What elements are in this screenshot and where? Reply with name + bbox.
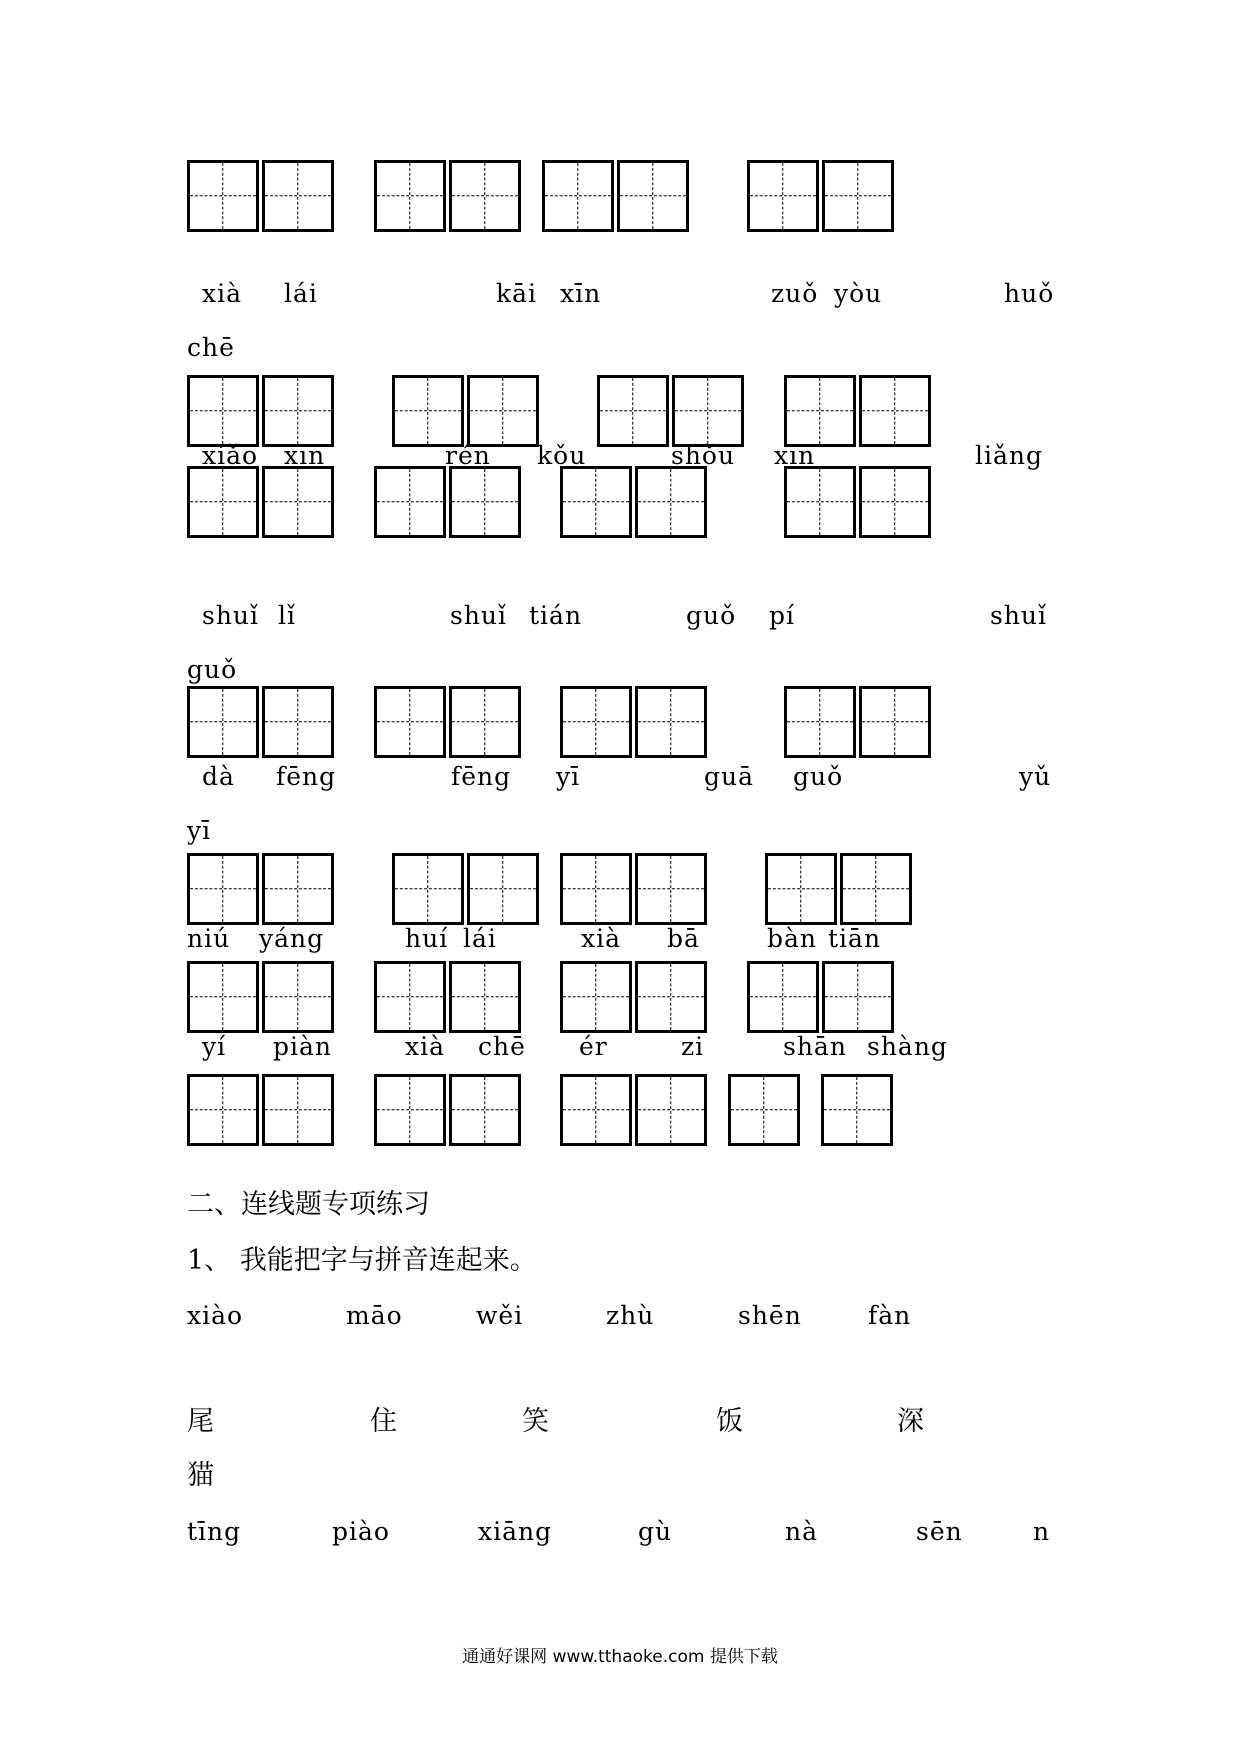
section-heading: 二、连线题专项练习 [187,1189,430,1220]
tianzige-cell[interactable] [859,686,931,758]
writing-box-pair[interactable] [187,1074,337,1146]
pinyin-option[interactable]: xiāng [478,1517,553,1546]
hanzi-option[interactable]: 饭 [716,1406,743,1437]
pinyin-label: xīn [284,441,326,470]
writing-grid-row [0,853,1240,925]
pinyin-label: chē [187,333,235,362]
pinyin-label: lái [284,279,318,308]
tianzige-cell[interactable] [672,375,744,447]
writing-box-pair[interactable] [747,961,897,1033]
pinyin-label: guǒ [686,601,737,630]
pinyin-label: yòu [834,279,883,308]
tianzige-cell[interactable] [467,853,539,925]
pinyin-label: chē [478,1032,526,1061]
writing-box-pair[interactable] [392,375,542,447]
tianzige-cell[interactable] [784,686,856,758]
pinyin-label: tiān [828,924,882,953]
tianzige-cell[interactable] [859,466,931,538]
writing-box-pair[interactable] [374,686,524,758]
writing-box-pair[interactable] [374,961,524,1033]
pinyin-label: fēng [451,762,512,791]
pinyin-label: shàng [867,1032,948,1061]
tianzige-cell[interactable] [747,160,819,232]
hanzi-option[interactable]: 笑 [522,1406,549,1437]
tianzige-cell[interactable] [784,466,856,538]
tianzige-cell[interactable] [449,1074,521,1146]
tianzige-cell[interactable] [821,1074,893,1146]
pinyin-option[interactable]: xiào [187,1301,244,1330]
pinyin-label: yáng [259,924,325,953]
tianzige-cell[interactable] [728,1074,800,1146]
pinyin-label: bàn [767,924,818,953]
tianzige-cell[interactable] [560,1074,632,1146]
pinyin-label: guā [704,762,755,791]
writing-box-single[interactable] [821,1074,896,1146]
pinyin-option[interactable]: piào [332,1517,390,1546]
writing-box-pair[interactable] [747,160,897,232]
tianzige-cell[interactable] [635,466,707,538]
pinyin-label: yí [202,1032,227,1061]
tianzige-cell[interactable] [262,961,334,1033]
pinyin-option[interactable]: māo [346,1301,403,1330]
writing-box-pair[interactable] [765,853,915,925]
writing-box-pair[interactable] [784,375,934,447]
pinyin-option[interactable]: nà [785,1517,819,1546]
tianzige-cell[interactable] [747,961,819,1033]
pinyin-label: zuǒ [771,279,819,308]
tianzige-cell[interactable] [467,375,539,447]
pinyin-label: guǒ [793,762,844,791]
pinyin-label: kǒu [537,441,587,470]
pinyin-label: xīn [560,279,602,308]
pinyin-option[interactable]: wěi [476,1301,524,1330]
writing-grid-row [0,1074,1240,1146]
writing-box-pair[interactable] [560,961,710,1033]
tianzige-cell[interactable] [765,853,837,925]
tianzige-cell[interactable] [635,853,707,925]
footer-credit: 通通好课网 www.tthaoke.com 提供下载 [462,1647,778,1667]
tianzige-cell[interactable] [635,1074,707,1146]
tianzige-cell[interactable] [374,961,446,1033]
pinyin-label: xià [405,1032,445,1061]
pinyin-option[interactable]: n [1033,1517,1051,1546]
tianzige-cell[interactable] [262,686,334,758]
writing-grid-row [0,686,1240,758]
tianzige-cell[interactable] [187,961,259,1033]
tianzige-cell[interactable] [187,853,259,925]
pinyin-label: shuǐ [202,601,260,630]
writing-box-pair[interactable] [374,466,524,538]
question-title: 1、 我能把字与拼音连起来。 [187,1245,537,1276]
pinyin-label: shān [783,1032,847,1061]
tianzige-cell[interactable] [560,466,632,538]
pinyin-label: huǒ [1004,279,1055,308]
pinyin-label: shǒu [671,441,736,470]
writing-box-pair[interactable] [560,853,710,925]
tianzige-cell[interactable] [262,160,334,232]
pinyin-label: guǒ [187,655,238,684]
tianzige-cell[interactable] [635,686,707,758]
tianzige-cell[interactable] [374,160,446,232]
writing-box-pair[interactable] [187,160,337,232]
tianzige-cell[interactable] [859,375,931,447]
pinyin-option[interactable]: gù [638,1517,673,1546]
writing-box-pair[interactable] [542,160,692,232]
pinyin-label: fēng [276,762,337,791]
tianzige-cell[interactable] [187,466,259,538]
tianzige-cell[interactable] [449,961,521,1033]
pinyin-label: liǎng [975,441,1044,470]
tianzige-cell[interactable] [840,853,912,925]
tianzige-cell[interactable] [635,961,707,1033]
tianzige-cell[interactable] [374,686,446,758]
tianzige-cell[interactable] [262,1074,334,1146]
pinyin-label: yī [556,762,581,791]
tianzige-cell[interactable] [449,160,521,232]
writing-box-pair[interactable] [187,961,337,1033]
writing-box-pair[interactable] [187,686,337,758]
writing-box-pair[interactable] [374,1074,524,1146]
pinyin-label: lǐ [278,601,296,630]
writing-grid-row [0,160,1240,232]
pinyin-option[interactable]: zhù [606,1301,655,1330]
writing-box-pair[interactable] [597,375,747,447]
tianzige-cell[interactable] [187,686,259,758]
tianzige-cell[interactable] [187,1074,259,1146]
writing-grid-row [0,466,1240,538]
tianzige-cell[interactable] [542,160,614,232]
tianzige-cell[interactable] [822,160,894,232]
hanzi-option[interactable]: 深 [897,1406,924,1437]
pinyin-label: yī [187,816,212,845]
tianzige-cell[interactable] [392,853,464,925]
tianzige-cell[interactable] [560,961,632,1033]
tianzige-cell[interactable] [617,160,689,232]
pinyin-label: xià [202,279,242,308]
pinyin-label: bā [667,924,700,953]
pinyin-label: rén [445,441,491,470]
writing-box-pair[interactable] [560,466,710,538]
pinyin-label: xīn [774,441,816,470]
tianzige-cell[interactable] [187,375,259,447]
writing-grid-row [0,961,1240,1033]
pinyin-label: lái [463,924,497,953]
pinyin-label: shuǐ [450,601,508,630]
tianzige-cell[interactable] [262,375,334,447]
pinyin-label: dà [202,762,235,791]
writing-grid-row [0,375,1240,447]
pinyin-label: zi [681,1032,705,1061]
writing-box-pair[interactable] [392,853,542,925]
writing-box-pair[interactable] [374,160,524,232]
writing-box-pair[interactable] [784,686,934,758]
hanzi-option[interactable]: 猫 [187,1460,214,1491]
pinyin-label: tián [529,601,583,630]
tianzige-cell[interactable] [560,853,632,925]
tianzige-cell[interactable] [187,160,259,232]
writing-box-pair[interactable] [187,466,337,538]
pinyin-label: kāi [496,279,538,308]
pinyin-label: ér [579,1032,608,1061]
writing-box-pair[interactable] [187,853,337,925]
pinyin-label: huí [405,924,449,953]
pinyin-label: xiǎo [202,441,259,470]
pinyin-label: xià [581,924,621,953]
writing-box-single[interactable] [728,1074,803,1146]
pinyin-option[interactable]: shēn [738,1301,802,1330]
hanzi-option[interactable]: 尾 [187,1406,214,1437]
pinyin-option[interactable]: fàn [868,1301,912,1330]
pinyin-label: niú [187,924,231,953]
tianzige-cell[interactable] [374,1074,446,1146]
pinyin-option[interactable]: sēn [916,1517,963,1546]
writing-box-pair[interactable] [560,1074,710,1146]
tianzige-cell[interactable] [784,375,856,447]
tianzige-cell[interactable] [822,961,894,1033]
tianzige-cell[interactable] [449,466,521,538]
hanzi-option[interactable]: 住 [370,1406,397,1437]
writing-box-pair[interactable] [560,686,710,758]
tianzige-cell[interactable] [262,853,334,925]
writing-box-pair[interactable] [784,466,934,538]
pinyin-option[interactable]: tīng [187,1517,242,1546]
pinyin-label: shuǐ [990,601,1048,630]
pinyin-label: piàn [273,1032,333,1061]
tianzige-cell[interactable] [374,466,446,538]
pinyin-label: pí [769,601,795,630]
tianzige-cell[interactable] [560,686,632,758]
pinyin-label: yǔ [1019,762,1052,791]
tianzige-cell[interactable] [597,375,669,447]
tianzige-cell[interactable] [262,466,334,538]
writing-box-pair[interactable] [187,375,337,447]
tianzige-cell[interactable] [392,375,464,447]
tianzige-cell[interactable] [449,686,521,758]
